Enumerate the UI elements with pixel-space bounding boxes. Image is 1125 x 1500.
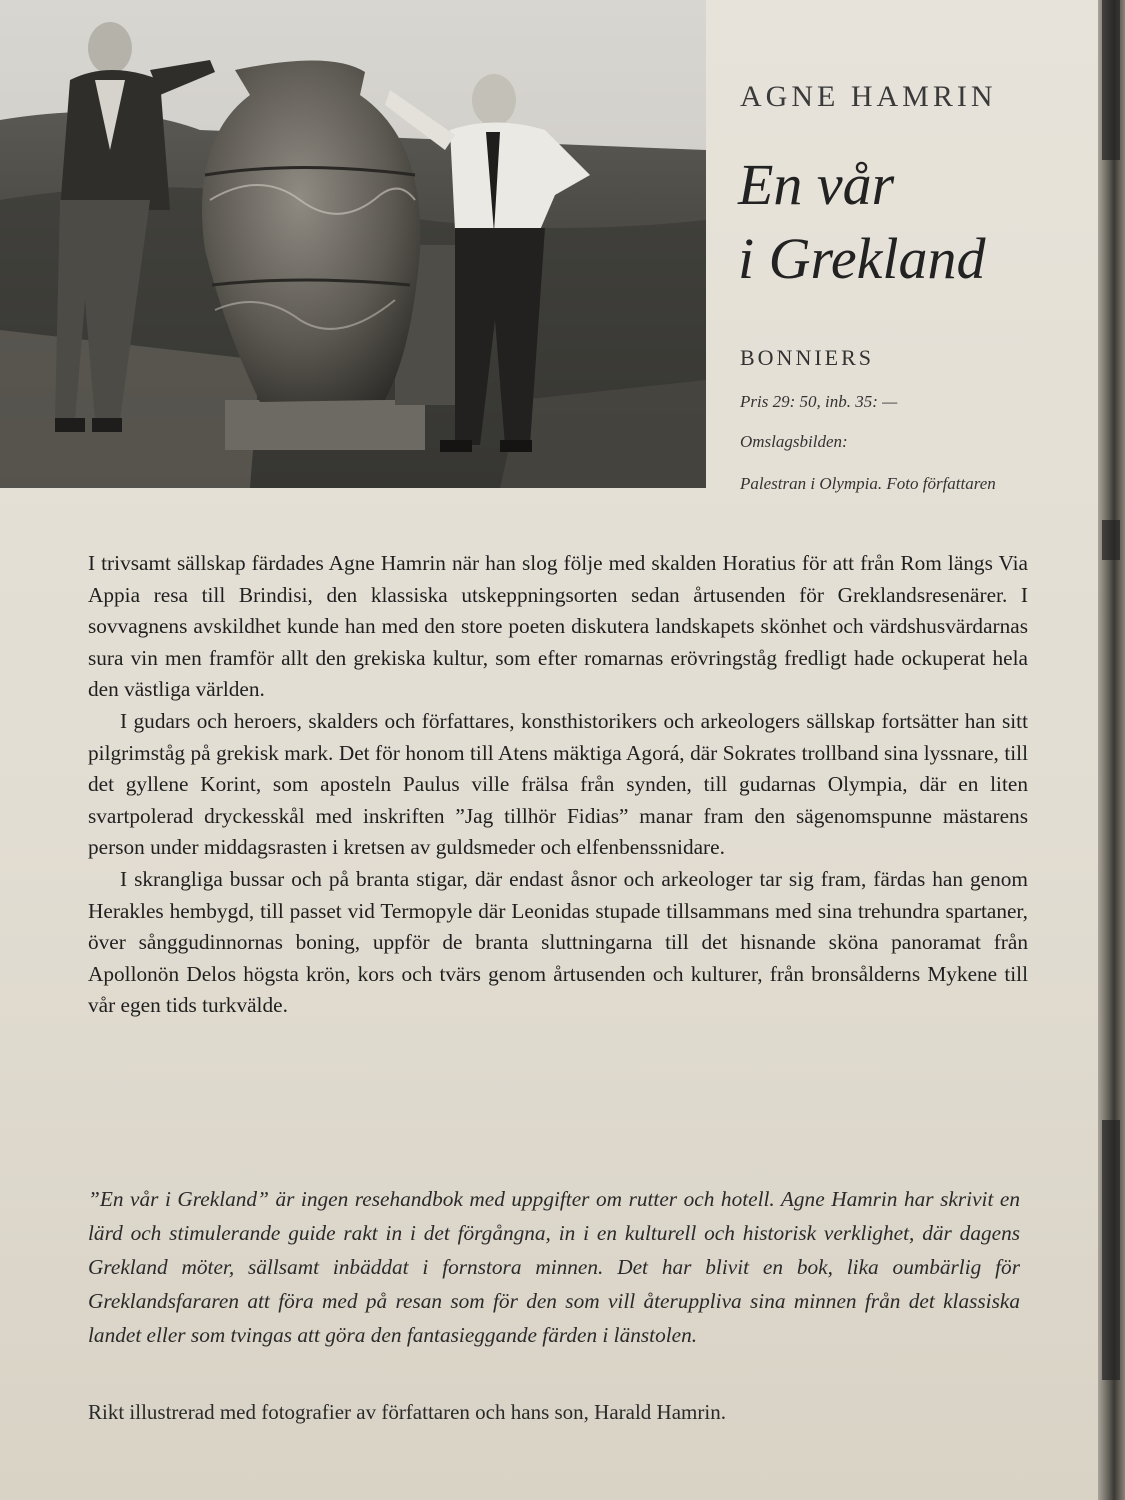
cover-image-caption: Palestran i Olympia. Foto författaren [740,474,996,493]
book-title: En vår i Grekland [738,152,986,292]
cover-photo [0,0,706,488]
edge-shadow [1102,520,1120,560]
edge-shadow [1102,1120,1120,1380]
photo-credit: Rikt illustrerad med fotografier av författaren och hans son, Harald Hamrin. [88,1400,726,1424]
description-text [88,548,1028,1022]
publisher: BONNIERS [740,345,875,370]
paragraph: I gudars och heroers, skalders och författares, konsthistorikers och arkeologers sällskap fortsätter han sitt pilgrimståg på grekisk mark. Det för honom till Atens mäktiga Agorá, där Sokrates trollband sina lyssnare, till det gyllene Korint, som aposteln Paulus ville frälsa från synden, till gudarnas Olympia, där en liten svartpolerad dryckesskål med inskriften ”Jag tillhör Fidias” manar fram den sägenomspunne mästarens person under middagsrasten i kretsen av guldsmeder och elfenbenssnidare. [88,708,1028,860]
paragraph: I skrangliga bussar och på branta stigar, där endast åsnor och arkeologer tar sig fram, färdas han genom Herakles hembygd, till passet vid Termopyle där Leonidas stupade tillsammans med sina trehundra spartaner, över sånggudinnornas boning, uppför de branta sluttningarna till det hisnande sköna panoramat från Apollonön Delos högsta krön, kors och tvärs genom årtusenden och kulturer, från bronsålderns Mykene till vår egen tids turkvälde. [88,866,1028,1018]
edge-shadow [1102,0,1120,160]
italic-summary: ”En vår i Grekland” är ingen resehandbok med uppgifter om rutter och hotell. Agne Hamrin har skrivit en lärd och stimulerande guide rakt in i det förgångna, in i en kulturell och historisk verklighet, där dagens Grekland möter, sällsamt inbäddat i fornstora minnen. Det har blivit en bok, lika oumbärlig för Greklandsfararen att föra med på resan som för den som vill återuppliva sina minnen från det klassiska landet eller som tvingas att göra den fantasieggande färden i länstolen. [88,1187,1020,1347]
paragraph: I trivsamt sällskap färdades Agne Hamrin när han slog följe med skalden Horatius för att från Rom längs Via Appia resa till Brindisi, den klassiska utskeppningsorten sedan årtusenden för Greklandsresenärer. I sovvagnens avskildhet kunde han med den store poeten diskutera landskapets skönhet och värdshusvärdarnas sura vin men framför allt den grekiska kultur, som efter romarnas erövringståg fredligt hade ockuperat hela den västliga världen. [88,551,1028,702]
cover-image-label: Omslagsbilden: [740,432,848,451]
author-name: AGNE HAMRIN [740,80,997,113]
price: Pris 29: 50, inb. 35: — [740,392,898,411]
